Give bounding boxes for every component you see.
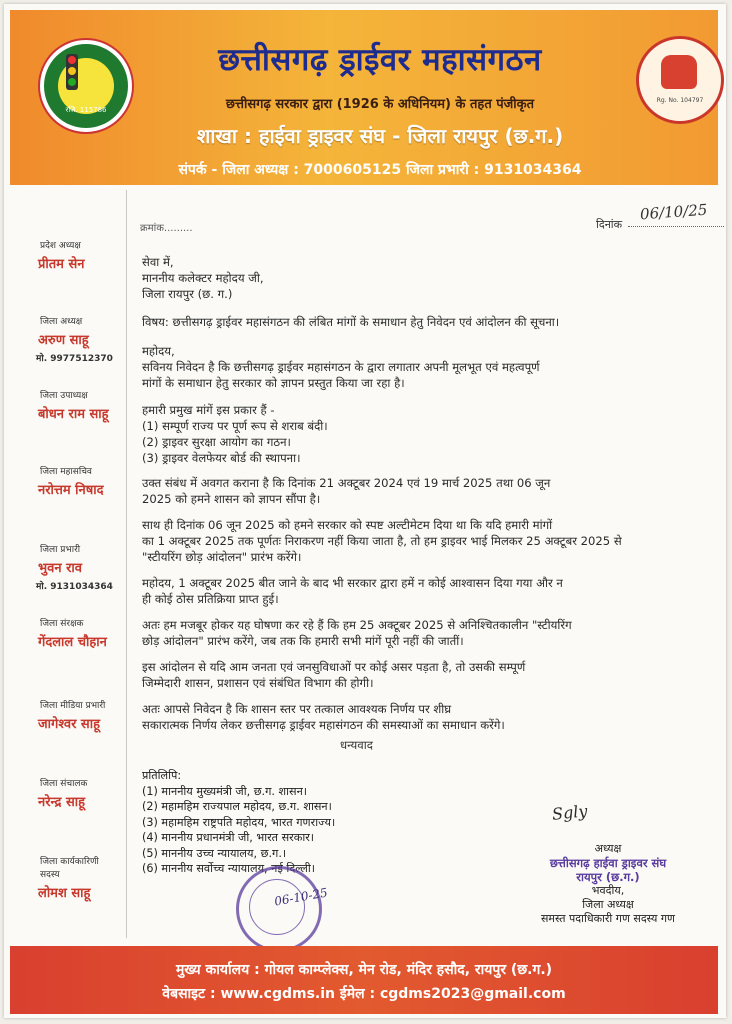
bearer-name: अरुण साहू [38,333,89,348]
sign-stamp-line: छत्तीसगढ़ हाईवा ड्राइवर संघ [549,856,667,870]
paragraph-line: का 1 अक्टूबर 2025 तक पूर्णतः निराकरण नहीं किया जाता है, तो हम ड्राइवर भाई मिलकर 25 अक्टूबर 2025 से [142,534,622,548]
paragraph-ultimatum [142,517,622,565]
sign-line: जिला अध्यक्ष [582,898,634,911]
bearer-name: नरेन्द्र साहू [38,795,86,810]
address-line: सेवा में, [142,255,174,269]
demand-item: (1) सम्पूर्ण राज्य पर पूर्ण रूप से शराब बंदी। [142,419,328,433]
address-line: माननीय कलेक्टर महोदय जी, [142,271,264,285]
salutation: महोदय, [142,344,175,358]
paragraph-request [142,701,505,733]
demand-item: (3) ड्राइवर वेलफेयर बोर्ड की स्थापना। [142,451,301,465]
bearer-role: जिला मीडिया प्रभारी [40,701,106,711]
sign-line: भवदीय, [591,884,625,897]
branch-line: शाखा : हाईवा ड्राइवर संघ - जिला रायपुर (छ.ग.) [196,124,564,148]
paragraph-intro [142,359,540,391]
registration-line: छत्तीसगढ़ सरकार द्वारा (1926 के अधिनियम) के तहत पंजीकृत [225,97,535,112]
paragraph-line: "स्टीयरिंग छोड़ आंदोलन" प्रारंभ करेंगे। [142,550,302,564]
emblem-reg-number: Rg. No. 104797 [656,97,704,104]
bearer-name: नरोत्तम निषाद [38,483,104,498]
bearer-role: जिला संचालक [40,779,88,789]
bearer-name: लोमश साहू [38,886,91,901]
address-line: जिला रायपुर (छ. ग.) [142,287,233,301]
paragraph-announcement [142,617,572,649]
bearer-name: बोधन राम साहू [38,407,109,422]
bearer-name: गेंदलाल चौहान [38,635,107,650]
thanks-line: धन्यवाद [340,738,373,752]
date-dotted-line [628,226,724,228]
logo-reg-number: रजि. 115786 [65,106,107,114]
bearer-role: जिला कार्यकारिणी सदस्य [40,857,99,880]
bearer-item [10,616,120,650]
copy-to-list [142,768,335,877]
paragraph-memorandum [142,475,550,507]
date-label: दिनांक [596,218,623,231]
bearer-name: भुवन राव [38,561,83,576]
bearer-phone: मो. 9131034364 [36,582,113,592]
website-email: वेबसाइट : www.cgdms.in ईमेल : cgdms2023@gmail.com [162,986,566,1002]
bearer-role: जिला उपाध्यक्ष [40,391,88,401]
paragraph-line: उक्त संबंध में अवगत कराना है कि दिनांक 21 अक्टूबर 2024 एवं 19 मार्च 2025 तथा 06 जून [142,476,551,490]
demand-item: (2) ड्राइवर सुरक्षा आयोग का गठन। [142,435,291,449]
contact-line: संपर्क - जिला अध्यक्ष : 7000605125 जिला प्रभारी : 9131034364 [178,162,582,178]
bearer-name: जागेश्वर साहू [38,717,100,732]
reference-number: क्रमांक......... [140,223,193,234]
sidebar-divider [126,190,127,938]
subject-line: विषय: छत्तीसगढ़ ड्राईवर महासंगठन की लंबित मांगों के समाधान हेतु निवेदन एवं आंदोलन की सूचना। [142,315,560,329]
bearer-name: प्रीतम सेन [38,257,85,272]
copy-to-title: प्रतिलिपि: [142,769,182,782]
copy-to-item: (2) महामहिम राज्यपाल महोदय, छ.ग. शासन। [142,800,332,813]
paragraph-line: साथ ही दिनांक 06 जून 2025 को हमने सरकार को स्पष्ट अल्टीमेटम दिया था कि यदि हमारी मांगों [142,518,553,532]
sign-line: अध्यक्ष [594,842,622,855]
paragraph-line: सकारात्मक निर्णय लेकर छत्तीसगढ़ ड्राईवर महासंगठन की समस्याओं का समाधान करेंगे। [142,718,505,732]
letterhead-banner [10,10,718,185]
bearer-role: जिला अध्यक्ष [40,317,83,327]
signature-block [508,842,708,926]
sign-line: समस्त पदाधिकारी गण सदस्य गण [541,912,675,925]
demands-list [142,402,328,466]
stamp-date: 06-10-25 [273,885,329,909]
traffic-light-logo [40,40,132,132]
paragraph-line: महोदय, 1 अक्टूबर 2025 बीत जाने के बाद भी सरकार द्वारा हमें न कोई आश्वासन दिया गया और न [142,576,563,590]
copy-to-item: (5) माननीय उच्च न्यायालय, छ.ग.। [142,846,287,860]
paragraph-no-response [142,575,563,607]
handwritten-date: 06/10/25 [639,200,708,224]
organization-title: छत्तीसगढ़ ड्राईवर महासंगठन [218,42,542,78]
copy-to-item: (4) माननीय प्रधानमंत्री जी, भारत सरकार। [142,831,315,844]
bearer-item [10,854,120,901]
bearer-role: जिला महासचिव [40,467,92,477]
footer-banner [10,946,718,1014]
paragraph-responsibility [142,659,525,691]
copy-to-item: (6) माननीय सर्वोच्च न्यायालय, नई दिल्ली। [142,862,316,875]
office-address: मुख्य कार्यालय : गोयल काम्प्लेक्स, मेन रोड, मंदिर हसौद, रायपुर (छ.ग.) [175,962,553,978]
bearer-item [10,388,120,422]
paragraph-line: इस आंदोलन से यदि आम जनता एवं जनसुविधाओं पर कोई असर पड़ता है, तो उसकी सम्पूर्ण [142,660,526,674]
bearer-role: प्रदेश अध्यक्ष [40,241,81,251]
bearer-item [10,314,120,364]
bearer-role: जिला प्रभारी [40,545,81,555]
handwritten-signature: Sgly [551,801,589,824]
paragraph-line: 2025 को हमने शासन को ज्ञापन सौंपा है। [142,492,321,506]
bearer-phone: मो. 9977512370 [36,354,113,364]
bearer-item [10,698,120,732]
copy-to-item: (1) माननीय मुख्यमंत्री जी, छ.ग. शासन। [142,784,308,798]
paragraph-line: छोड़ आंदोलन" प्रारंभ करेंगे, जब तक कि हमारी सभी मांगें पूरी नहीं की जातीं। [142,634,464,648]
paragraph-line: मांगों के समाधान हेतु सरकार को ज्ञापन प्रस्तुत किया जा रहा है। [142,376,405,390]
bearer-item [10,542,120,592]
recipient-address [142,254,264,302]
paragraph-line: जिम्मेदारी शासन, प्रशासन एवं संबंधित विभाग की होगी। [142,676,374,690]
paragraph-line: सविनय निवेदन है कि छत्तीसगढ़ ड्राईवर महासंगठन के द्वारा लगातार अपनी मूलभूत एवं महत्वपूर्ण [142,360,540,374]
demands-intro: हमारी प्रमुख मांगें इस प्रकार हैं - [142,403,275,417]
paragraph-line: अतः आपसे निवेदन है कि शासन स्तर पर तत्काल आवश्यक निर्णय पर शीघ्र [142,702,452,716]
sign-stamp-line: रायपुर (छ.ग.) [576,870,640,884]
bearer-role: जिला संरक्षक [40,619,84,629]
fist-emblem-logo [636,36,724,124]
bearer-item [10,238,120,272]
paragraph-line: ही कोई ठोस प्रतिक्रिया प्राप्त हुई। [142,592,279,606]
bearer-item [10,776,120,810]
copy-to-item: (3) महामहिम राष्ट्रपति महोदय, भारत गणराज्य। [142,815,336,829]
paragraph-line: अतः हम मजबूर होकर यह घोषणा कर रहे हैं कि हम 25 अक्टूबर 2025 से अनिश्चितकालीन "स्टीयरिंग [142,618,572,632]
bearer-item [10,464,120,498]
round-office-stamp [236,866,322,952]
